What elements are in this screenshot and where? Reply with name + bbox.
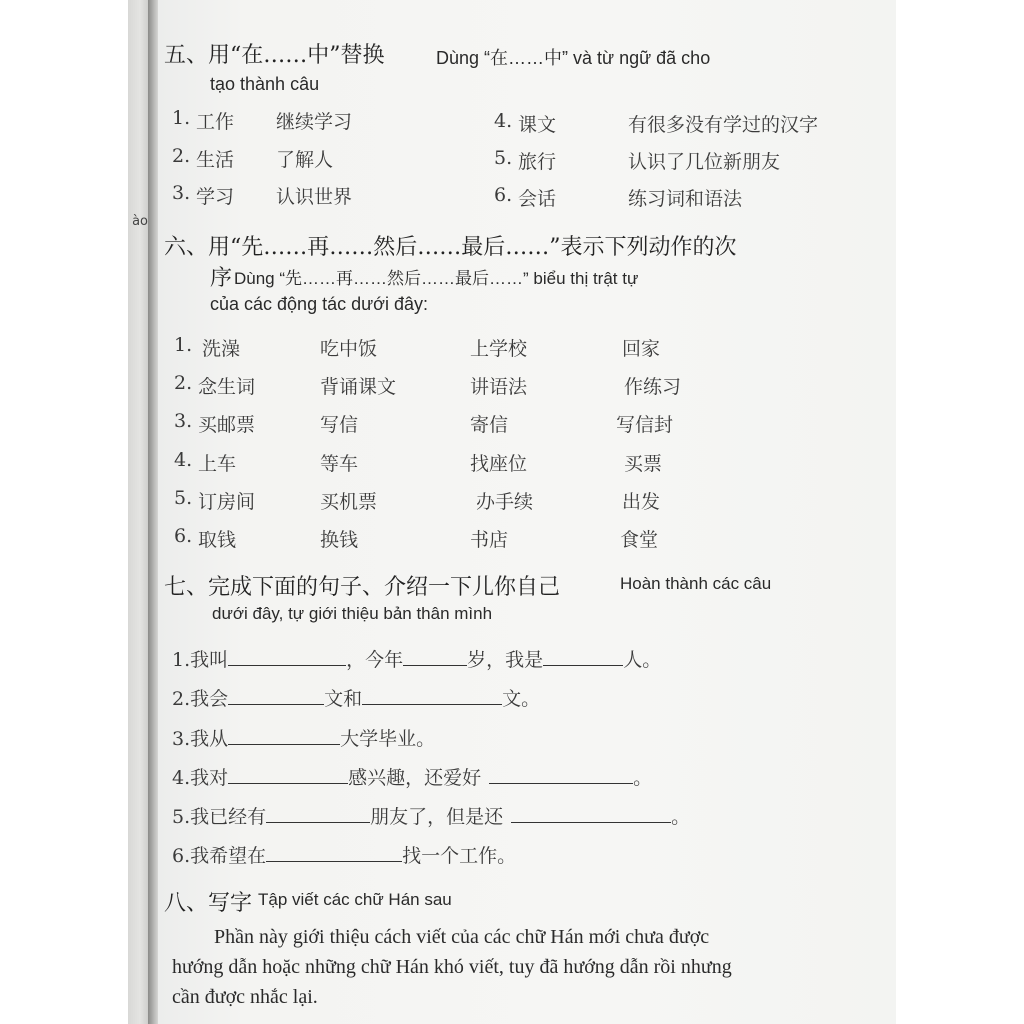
sentence-text: 文。 xyxy=(502,688,541,710)
item-phrase: 认识世界 xyxy=(276,186,353,208)
fill-in-blank[interactable] xyxy=(403,647,467,666)
section-7-title-cn: 七、完成下面的句子、介绍一下儿你自己 xyxy=(164,575,561,600)
row-number: 5. xyxy=(174,487,193,509)
action-4: 食堂 xyxy=(620,529,659,551)
book-spine-shadow xyxy=(148,0,158,1024)
sentence-text: 我叫 xyxy=(190,649,229,671)
action-3: 讲语法 xyxy=(470,376,528,398)
item-phrase: 有很多没有学过的汉字 xyxy=(628,114,819,136)
sentence-text: 我从 xyxy=(190,728,229,750)
item-phrase: 继续学习 xyxy=(276,111,353,133)
sentence-2 xyxy=(172,684,540,711)
previous-page-edge xyxy=(128,0,148,1024)
row-number: 3. xyxy=(174,410,193,432)
item-word: 学习 xyxy=(196,186,235,208)
fill-in-blank[interactable] xyxy=(228,686,324,705)
sentence-6 xyxy=(172,841,516,868)
section-5-title-vi: Dùng “在……中” và từ ngữ đã cho xyxy=(436,48,711,68)
section-8-paragraph-line-2: hướng dẫn hoặc những chữ Hán khó viết, tuy đã hướng dẫn rồi nhưng xyxy=(172,956,732,978)
section-5-title-vi-cont: tạo thành câu xyxy=(210,74,320,94)
sentence-text: 朋友了，但是还 xyxy=(370,806,504,828)
section-8-title-cn: 八、写字 xyxy=(164,891,253,916)
action-1: 订房间 xyxy=(198,491,256,513)
section-8-title-vi: Tập viết các chữ Hán sau xyxy=(258,890,452,909)
sentence-text: 我希望在 xyxy=(190,845,267,867)
item-number: 2. xyxy=(172,145,191,167)
sentence-5 xyxy=(172,802,690,829)
action-1: 念生词 xyxy=(198,376,256,398)
item-word: 课文 xyxy=(518,114,557,136)
section-6-title-vi: Dùng “先……再……然后……最后……” biểu thị trật tự xyxy=(234,269,639,288)
sentence-text: 人。 xyxy=(623,649,662,671)
action-2: 等车 xyxy=(320,453,359,475)
row-number: 4. xyxy=(174,449,193,471)
section-8-paragraph-line-3: cần được nhắc lại. xyxy=(172,986,318,1008)
action-4: 作练习 xyxy=(624,376,682,398)
item-number: 4. xyxy=(494,110,513,132)
fill-in-blank[interactable] xyxy=(228,765,348,784)
fill-in-blank[interactable] xyxy=(511,804,671,823)
section-6-title-cn: 六、用“先……再……然后……最后……”表示下列动作的次 xyxy=(164,235,737,260)
sentence-text: 我会 xyxy=(190,688,229,710)
section-6-title-vi-cont: của các động tác dưới đây: xyxy=(210,294,428,314)
action-2: 买机票 xyxy=(320,491,378,513)
sentence-text: 找一个工作。 xyxy=(402,845,517,867)
sentence-text: 大学毕业。 xyxy=(340,728,436,750)
item-phrase: 练习词和语法 xyxy=(628,188,743,210)
sentence-text: 我对 xyxy=(190,767,229,789)
section-6-title-cn-cont: 序 xyxy=(210,266,233,291)
sentence-text: ，今年 xyxy=(346,649,404,671)
sentence-4 xyxy=(172,763,652,790)
action-3: 寄信 xyxy=(470,414,509,436)
action-4: 写信封 xyxy=(616,414,674,436)
fill-in-blank[interactable] xyxy=(489,765,633,784)
section-8-paragraph-line-1: Phần này giới thiệu cách viết của các chữ Hán mới chưa được xyxy=(214,926,710,948)
action-3: 上学校 xyxy=(470,338,528,360)
row-number: 6. xyxy=(174,525,193,547)
fill-in-blank[interactable] xyxy=(362,686,502,705)
item-number: 3. xyxy=(172,182,191,204)
action-4: 买票 xyxy=(624,453,663,475)
fill-in-blank[interactable] xyxy=(228,726,340,745)
section-7-title-vi: Hoàn thành các câu xyxy=(620,574,772,593)
row-number: 2. xyxy=(174,372,193,394)
sentence-text: 感兴趣，还爱好 xyxy=(348,767,482,789)
item-number: 6. xyxy=(494,184,513,206)
fill-in-blank[interactable] xyxy=(543,647,623,666)
action-1: 买邮票 xyxy=(198,414,256,436)
action-2: 吃中饭 xyxy=(320,338,378,360)
sentence-number: 3. xyxy=(172,728,191,750)
action-3: 找座位 xyxy=(470,453,528,475)
sentence-number: 5. xyxy=(172,806,191,828)
action-2: 背诵课文 xyxy=(320,376,397,398)
item-number: 5. xyxy=(494,147,513,169)
action-1: 取钱 xyxy=(198,529,237,551)
item-phrase: 了解人 xyxy=(276,149,334,171)
row-number: 1. xyxy=(174,334,193,356)
item-number: 1. xyxy=(172,107,191,129)
sentence-number: 6. xyxy=(172,845,191,867)
item-word: 会话 xyxy=(518,188,557,210)
action-2: 写信 xyxy=(320,414,359,436)
textbook-page xyxy=(158,0,896,1024)
action-2: 换钱 xyxy=(320,529,359,551)
item-phrase: 认识了几位新朋友 xyxy=(628,151,781,173)
sentence-text: 。 xyxy=(671,806,691,828)
sentence-text: 文和 xyxy=(324,688,363,710)
action-4: 回家 xyxy=(622,338,661,360)
sentence-number: 1. xyxy=(172,649,191,671)
fill-in-blank[interactable] xyxy=(228,647,346,666)
action-3: 办手续 xyxy=(476,491,534,513)
action-1: 上车 xyxy=(198,453,237,475)
sentence-number: 4. xyxy=(172,767,191,789)
item-word: 工作 xyxy=(196,111,235,133)
action-3: 书店 xyxy=(470,529,509,551)
sentence-text: 岁，我是 xyxy=(467,649,544,671)
section-7-title-vi-cont: dưới đây, tự giới thiệu bản thân mình xyxy=(212,604,493,623)
fill-in-blank[interactable] xyxy=(266,804,370,823)
sentence-text: 我已经有 xyxy=(190,806,267,828)
fill-in-blank[interactable] xyxy=(266,843,402,862)
sentence-3 xyxy=(172,724,435,751)
previous-page-text-fragment: ào xyxy=(132,214,148,229)
sentence-number: 2. xyxy=(172,688,191,710)
item-word: 旅行 xyxy=(518,151,557,173)
action-4: 出发 xyxy=(622,491,661,513)
item-word: 生活 xyxy=(196,149,235,171)
action-1: 洗澡 xyxy=(202,338,241,360)
sentence-1 xyxy=(172,645,661,672)
sentence-text: 。 xyxy=(633,767,653,789)
section-5-title-cn: 五、用“在……中”替换 xyxy=(164,43,385,68)
